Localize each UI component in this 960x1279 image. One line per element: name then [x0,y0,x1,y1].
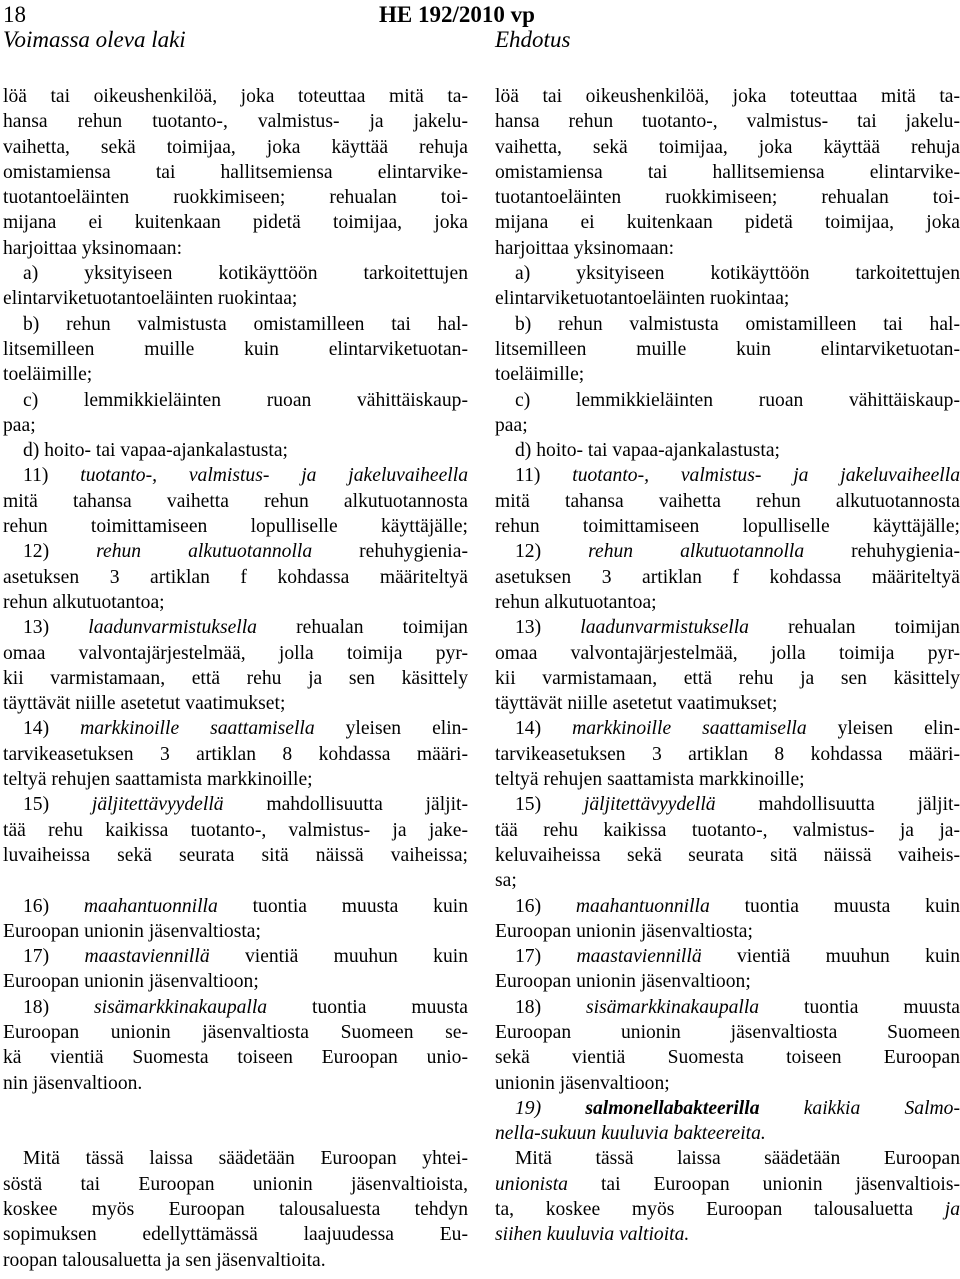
defined-term: tuotanto-, valmistus- ja jakeluvaiheella [572,465,960,487]
defined-term: maastaviennillä [576,946,702,968]
text-line [495,1222,960,1247]
text-line [3,539,468,564]
current-law-column [3,84,468,1273]
item-number: 17) [515,946,577,968]
changed-text-run: siihen kuuluvia valtioita. [495,1224,690,1246]
item-number: 15) [23,794,92,816]
item-number: 14) [515,718,573,740]
defined-term: maahantuonnilla [575,895,710,917]
text-line: rehun alkutuotantoa; [3,591,165,613]
defined-term: maahantuonnilla [83,895,218,917]
text-run: tai Euroopan unionin jäsenvaltiois- [567,1173,960,1195]
text-line: kii varmistamaan, että rehu ja sen käsittely [495,667,960,689]
text-line: toeläimille; [495,364,585,386]
item-number: 13) [515,617,581,639]
text-run: mahdollisuutta jäljit- [223,794,468,816]
text-line [495,1121,960,1146]
text-line: teltyä rehujen saattamista markkinoille; [495,769,805,791]
text-line: elintarviketuotantoeläinten ruokintaa; [3,288,298,310]
text-line [3,716,468,741]
text-run: rehualan toimijan [748,617,960,639]
text-line: tää rehu kaikissa tuotanto-, valmistus- ja ja- [495,819,960,841]
page-number: 18 [3,2,26,27]
text-line: rehun alkutuotantoa; [495,591,657,613]
text-run: ta, koskee myös Euroopan talousaluetta [495,1199,945,1221]
text-line: koskee myös Euroopan talousaluesta tehdyn [3,1199,468,1221]
text-line [495,615,960,640]
text-line: b) rehun valmistusta omistamilleen tai hal- [23,313,468,335]
text-line [495,792,960,817]
text-line: rehun toimittamiseen lopulliselle käyttäjälle; [3,516,468,538]
text-line: omaa valvontajärjestelmää, jolla toimija pyr- [3,642,468,664]
document-id: HE 192/2010 vp [379,2,535,27]
text-line: harjoittaa yksinomaan: [495,237,675,259]
text-run: yleisen elin- [806,718,960,740]
text-run: rehualan toimijan [256,617,468,639]
defined-term: jäljitettävyydellä [91,794,224,816]
text-line [495,894,960,919]
text-line: tuotantoeläinten ruokkimiseen; rehualan toi- [3,187,468,209]
item-number: 16) [515,895,576,917]
text-line: Euroopan unionin jäsenvaltioon; [3,971,259,993]
item-number: 11) [515,465,573,487]
changed-word: unionista [495,1173,568,1195]
text-line [495,944,960,969]
defined-term: laadunvarmistuksella [580,617,749,639]
defined-term: markkinoille saattamisella [80,718,315,740]
text-line: paa; [3,414,36,436]
item-number: 13) [23,617,89,639]
proposal-heading: Ehdotus [495,27,571,52]
text-line: a) yksityiseen kotikäyttöön tarkoitettujen [23,263,468,285]
text-line: toeläimille; [3,364,93,386]
text-line: paa; [495,414,528,436]
text-line: söstä tai Euroopan unionin jäsenvaltioista, [3,1173,468,1195]
item-number: 15) [515,794,584,816]
text-line: mitä tahansa vaihetta rehun alkutuotannosta [495,490,960,512]
text-line: tarvikeasetuksen 3 artiklan 8 kohdassa määri- [495,743,960,765]
item-number: 18) [23,996,95,1018]
text-line: asetuksen 3 artiklan f kohdassa määriteltyä [495,566,960,588]
text-line [495,716,960,741]
text-line: Euroopan unionin jäsenvaltiosta Suomeen [495,1021,960,1043]
text-line: Mitä tässä laissa säädetään Euroopan yhtei- [23,1148,468,1170]
new-text-run: kaikkia Salmo- [759,1097,960,1119]
text-line: sopimuksen edellyttämässä laajuudessa Eu- [3,1224,468,1246]
text-line: omistamiensa tai hallitsemiensa elintarvike- [3,161,468,183]
text-line: sa; [495,870,517,892]
text-run: vientiä muuhun kuin [209,946,468,968]
text-line: b) rehun valmistusta omistamilleen tai hal- [515,313,960,335]
text-run: yleisen elin- [314,718,468,740]
text-line [495,1197,960,1222]
proposal-column [495,84,960,1248]
new-text-run: nella-sukuun kuuluvia bakteereita. [495,1123,766,1145]
text-line: hansa rehun tuotanto-, valmistus- tai jakelu- [495,111,960,133]
defined-term: laadunvarmistuksella [88,617,257,639]
text-line: kii varmistamaan, että rehu ja sen käsittely [3,667,468,689]
defined-term: tuotanto-, valmistus- ja jakeluvaiheella [80,465,468,487]
text-line: c) lemmikkieläinten ruoan vähittäiskaup- [515,389,960,411]
text-line [3,615,468,640]
text-line: keluvaiheissa sekä seurata sitä näissä vaiheis- [495,844,960,866]
current-law-heading: Voimassa oleva laki [3,27,186,52]
text-line: mitä tahansa vaihetta rehun alkutuotannosta [3,490,468,512]
text-line: nin jäsenvaltioon. [3,1072,143,1094]
text-run: vientiä muuhun kuin [701,946,960,968]
text-line [495,1172,960,1197]
text-line: vaihetta, sekä toimijaa, joka käyttää rehuja [495,136,960,158]
text-line: Euroopan unionin jäsenvaltioon; [495,971,751,993]
item-number: 18) [515,996,587,1018]
text-run: rehuhygienia- [312,541,468,563]
defined-term: jäljitettävyydellä [583,794,716,816]
defined-term: sisämarkkinakaupalla [94,996,268,1018]
text-line [3,995,468,1020]
text-line: litsemilleen muille kuin elintarviketuotan- [495,338,960,360]
text-line: litsemilleen muille kuin elintarviketuotan- [3,338,468,360]
text-line: omaa valvontajärjestelmää, jolla toimija pyr- [495,642,960,664]
item-number: 12) [23,541,97,563]
text-line: omistamiensa tai hallitsemiensa elintarvike- [495,161,960,183]
text-line [3,792,468,817]
text-line: d) hoito- tai vapaa-ajankalastusta; [23,440,288,462]
text-run: rehuhygienia- [804,541,960,563]
text-run: tuontia muusta [267,996,468,1018]
text-line: roopan talousaluetta ja sen jäsenvaltioita. [3,1249,326,1271]
text-line [495,539,960,564]
text-line: harjoittaa yksinomaan: [3,237,183,259]
changed-word: ja [944,1199,960,1221]
new-defined-term: salmonellabakteerilla [585,1097,760,1119]
defined-term: markkinoille saattamisella [572,718,807,740]
text-line: täyttävät niille asetetut vaatimukset; [495,693,778,715]
text-line: mijana ei kuitenkaan pidetä toimijaa, joka [3,212,468,234]
text-line: rehun toimittamiseen lopulliselle käyttäjälle; [495,516,960,538]
item-number: 11) [23,465,81,487]
defined-term: sisämarkkinakaupalla [586,996,760,1018]
text-line: elintarviketuotantoeläinten ruokintaa; [495,288,790,310]
text-line: täyttävät niille asetetut vaatimukset; [3,693,286,715]
text-run: tuontia muusta kuin [709,895,960,917]
text-line: tuotantoeläinten ruokkimiseen; rehualan toi- [495,187,960,209]
defined-term: rehun alkutuotannolla [588,541,805,563]
text-line: vaihetta, sekä toimijaa, joka käyttää rehuja [3,136,468,158]
text-line: c) lemmikkieläinten ruoan vähittäiskaup- [23,389,468,411]
text-run: tuontia muusta [759,996,960,1018]
item-number: 12) [515,541,589,563]
text-line: unionin jäsenvaltioon; [495,1072,670,1094]
text-line [495,463,960,488]
text-line: löä tai oikeushenkilöä, joka toteuttaa mitä ta- [3,86,468,107]
text-line: tää rehu kaikissa tuotanto-, valmistus- ja jake- [3,819,468,841]
text-line: a) yksityiseen kotikäyttöön tarkoitettujen [515,263,960,285]
text-line: Euroopan unionin jäsenvaltiosta Suomeen se- [3,1021,468,1043]
text-line [3,894,468,919]
text-line [495,1096,960,1121]
item-number: 14) [23,718,81,740]
text-run: mahdollisuutta jäljit- [715,794,960,816]
text-line [495,995,960,1020]
item-number: 17) [23,946,85,968]
text-line: asetuksen 3 artiklan f kohdassa määriteltyä [3,566,468,588]
text-line: kä vientiä Suomesta toiseen Euroopan unio- [3,1047,468,1069]
defined-term: maastaviennillä [84,946,210,968]
text-line: d) hoito- tai vapaa-ajankalastusta; [515,440,780,462]
text-line: hansa rehun tuotanto-, valmistus- ja jakelu- [3,111,468,133]
text-line [3,944,468,969]
text-line: Euroopan unionin jäsenvaltiosta; [495,920,753,942]
text-line: teltyä rehujen saattamista markkinoille; [3,769,313,791]
item-number: 16) [23,895,84,917]
text-line: tarvikeasetuksen 3 artiklan 8 kohdassa määri- [3,743,468,765]
text-run: tuontia muusta kuin [217,895,468,917]
defined-term: rehun alkutuotannolla [96,541,313,563]
text-line: löä tai oikeushenkilöä, joka toteuttaa mitä ta- [495,86,960,107]
new-item-number: 19) [515,1097,586,1119]
text-line: mijana ei kuitenkaan pidetä toimijaa, joka [495,212,960,234]
text-line: Mitä tässä laissa säädetään Euroopan [515,1148,960,1170]
text-line: sekä vientiä Suomesta toiseen Euroopan [495,1047,960,1069]
text-line: Euroopan unionin jäsenvaltiosta; [3,920,261,942]
text-line [3,463,468,488]
text-line: luvaiheissa sekä seurata sitä näissä vaiheissa; [3,844,468,866]
